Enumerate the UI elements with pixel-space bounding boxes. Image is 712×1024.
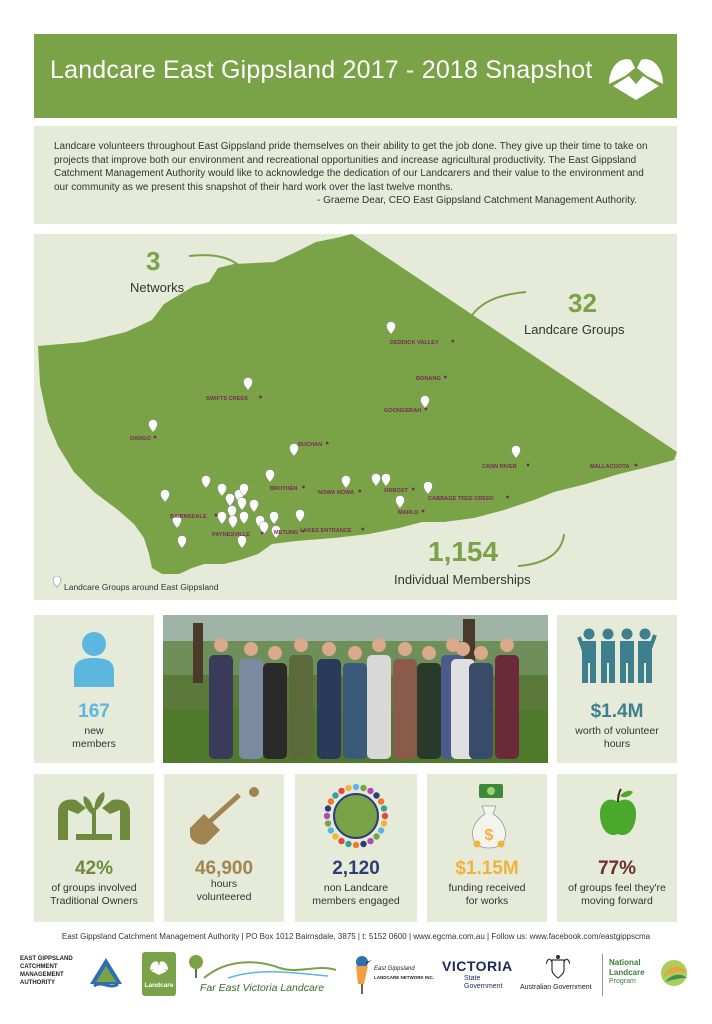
person-head — [214, 638, 228, 652]
tile-hours-volunteered — [164, 774, 284, 922]
australian-government-logo: Australian Government — [520, 954, 596, 996]
forward-label-1: of groups feel they're — [568, 882, 666, 894]
globe-people-icon — [320, 780, 392, 852]
place-label: ORBOST — [384, 488, 408, 494]
ring-person-icon — [360, 785, 366, 791]
groups-value: 32 — [568, 288, 597, 318]
place-dot — [302, 486, 305, 489]
eg-landcare-network-logo: East Gippsland LANDCARE NETWORK INC. — [350, 954, 440, 996]
ring-person-icon — [345, 841, 351, 847]
ring-person-icon — [338, 788, 344, 794]
place-label: PAYNESVILLE — [212, 532, 250, 538]
person-body — [367, 655, 391, 759]
page-title: Landcare East Gippsland 2017 - 2018 Snapshot — [50, 56, 593, 84]
person-head — [456, 642, 470, 656]
national-landcare-program-logo: National Landcare Program — [602, 954, 692, 996]
place-dot — [451, 340, 454, 343]
forward-value: 77% — [597, 858, 637, 879]
ring-person-icon — [367, 788, 373, 794]
ring-person-icon — [367, 838, 373, 844]
place-label: MALLACOOTA — [590, 464, 630, 470]
place-label: DEDDICK VALLEY — [390, 340, 439, 346]
place-dot — [527, 464, 530, 467]
ring-person-icon — [382, 813, 388, 819]
partner-logos — [20, 950, 692, 1000]
person-body — [317, 659, 341, 759]
members-label-2: members — [72, 738, 116, 750]
place-label: CABBAGE TREE CREEK — [428, 496, 494, 502]
place-dot — [506, 496, 509, 499]
intro-signature: - Graeme Dear, CEO East Gippsland Catchment Management Authority. — [317, 195, 637, 206]
networks-value: 3 — [146, 246, 161, 276]
person-body — [209, 655, 233, 759]
place-label: BUCHAN — [298, 442, 323, 448]
place-label: SWIFTS CREEK — [206, 396, 249, 402]
traditional-value: 42% — [74, 858, 114, 879]
place-dot — [422, 510, 425, 513]
hours-label-1: hours — [210, 878, 238, 890]
map-panel — [34, 234, 677, 600]
intro-panel — [34, 126, 677, 224]
hands-sprout-icon — [56, 790, 132, 842]
legend-pin-icon — [53, 576, 61, 587]
engaged-label-2: members engaged — [312, 895, 400, 907]
place-label: DARGO — [130, 436, 151, 442]
person-head — [244, 642, 258, 656]
person-body — [239, 659, 263, 759]
place-dot — [326, 442, 329, 445]
person-icon — [72, 631, 116, 687]
nlp-leaf-icon — [659, 958, 689, 988]
groups-label: Landcare Groups — [524, 322, 625, 337]
place-label: BONANG — [416, 376, 441, 382]
person-head — [294, 638, 308, 652]
ring-person-icon — [378, 798, 384, 804]
tile-traditional-owners — [34, 774, 154, 922]
funding-label-2: for works — [465, 895, 509, 907]
engaged-value: 2,120 — [332, 858, 380, 879]
traditional-label-2: Traditional Owners — [50, 895, 138, 907]
volunteer-worth-label-1: worth of volunteer — [575, 725, 659, 737]
far-east-victoria-landcare-logo: Far East Victoria Landcare — [188, 954, 338, 996]
person-body — [469, 663, 493, 759]
ring-person-icon — [325, 805, 331, 811]
networks-label: Networks — [130, 280, 185, 295]
landcare-badge-logo: Landcare — [142, 952, 176, 996]
ring-person-icon — [373, 833, 379, 839]
person-head — [422, 646, 436, 660]
place-dot — [412, 488, 415, 491]
ring-person-icon — [324, 813, 330, 819]
person-head — [348, 646, 362, 660]
ring-person-icon — [373, 792, 379, 798]
egcma-logo: EAST GIPPSLAND CATCHMENT MANAGEMENT AUTHORITY — [20, 956, 130, 996]
place-label: LAKES ENTRANCE — [300, 528, 352, 534]
memberships-value: 1,154 — [428, 536, 499, 567]
person-body — [495, 655, 519, 759]
tile-volunteer-worth — [557, 615, 677, 763]
person-head — [398, 642, 412, 656]
person-head — [322, 642, 336, 656]
person-body — [393, 659, 417, 759]
place-label: GOONGERAH — [384, 408, 422, 414]
place-label: NOWA NOWA — [318, 490, 355, 496]
tree-hills-icon — [188, 954, 338, 980]
place-dot — [424, 408, 427, 411]
place-label: BRUTHEN — [270, 486, 298, 492]
person-head — [474, 646, 488, 660]
place-label: METUNG — [274, 530, 299, 536]
traditional-label-1: of groups involved — [51, 882, 137, 894]
people-group-icon — [577, 627, 657, 683]
person-body — [417, 663, 441, 759]
place-dot — [215, 514, 218, 517]
intro-text: Landcare volunteers throughout East Gippsland pride themselves on their ability to get the job done. They give up their time to take on projects that improve both our environment and recreational opportunities and increase agricultural productivity. The East Gippsland Catchment Management Authority would like to acknowledge the dedication of our Landcarers and their value to the environment and our community as we present this snapshot of their hard work over the last twelve months. — [54, 141, 648, 193]
person-body — [263, 663, 287, 759]
place-dot — [154, 436, 157, 439]
hours-label-2: volunteered — [196, 891, 252, 903]
tile-funding-received — [427, 774, 547, 922]
place-dot — [358, 490, 361, 493]
ring-person-icon — [345, 785, 351, 791]
place-label: BAIRNSDALE — [170, 514, 207, 520]
place-dot — [361, 528, 364, 531]
ring-person-icon — [332, 833, 338, 839]
place-dot — [444, 376, 447, 379]
money-bag-icon — [469, 784, 509, 850]
ring-person-icon — [381, 805, 387, 811]
place-label: CANN RIVER — [482, 464, 517, 470]
forward-label-2: moving forward — [581, 895, 653, 907]
members-value: 167 — [78, 701, 110, 722]
ring-person-icon — [338, 838, 344, 844]
ring-person-icon — [353, 784, 359, 790]
volunteers-group-photo — [163, 615, 548, 763]
place-dot — [261, 532, 264, 535]
victoria-government-logo: VICTORIA State Government — [442, 958, 513, 990]
ring-person-icon — [328, 827, 334, 833]
header-banner — [34, 34, 677, 118]
svg-text:$: $ — [484, 827, 494, 844]
funding-label-1: funding received — [448, 882, 526, 894]
kingfisher-icon — [350, 954, 372, 994]
hands-landcare-icon — [605, 46, 667, 104]
ring-person-icon — [328, 798, 334, 804]
tile-moving-forward — [557, 774, 677, 922]
place-label: MARLO — [398, 510, 419, 516]
footer-contact: East Gippsland Catchment Management Authority | PO Box 1012 Bairnsdale, 3875 | t: 5152 0600 | www.egcma.com.au | Follow us: www.facebook.com/eastgippscma — [61, 932, 651, 941]
person-head — [372, 638, 386, 652]
ring-person-icon — [381, 820, 387, 826]
ring-person-icon — [353, 842, 359, 848]
person-body — [343, 663, 367, 759]
person-body — [289, 655, 313, 759]
members-label-1: new — [84, 725, 104, 737]
engaged-label-1: non Landcare — [323, 882, 389, 894]
apple-icon — [599, 788, 637, 838]
ring-person-icon — [378, 827, 384, 833]
shovel-icon — [186, 784, 264, 848]
tile-non-landcare-engaged — [295, 774, 417, 922]
landcare-hands-icon — [149, 958, 169, 976]
coat-of-arms-icon — [546, 954, 570, 980]
ring-person-icon — [325, 820, 331, 826]
egcma-mark-icon — [88, 956, 124, 992]
person-head — [500, 638, 514, 652]
ring-person-icon — [332, 792, 338, 798]
person-head — [268, 646, 282, 660]
volunteer-worth-value: $1.4M — [590, 701, 644, 722]
volunteer-worth-label-2: hours — [603, 738, 631, 750]
funding-value: $1.15M — [455, 858, 519, 879]
place-dot — [259, 396, 262, 399]
memberships-label: Individual Memberships — [394, 572, 531, 587]
ring-person-icon — [360, 841, 366, 847]
tile-new-members — [34, 615, 154, 763]
map-legend: Landcare Groups around East Gippsland — [64, 582, 219, 592]
hours-value: 46,900 — [194, 858, 254, 879]
place-dot — [635, 464, 638, 467]
